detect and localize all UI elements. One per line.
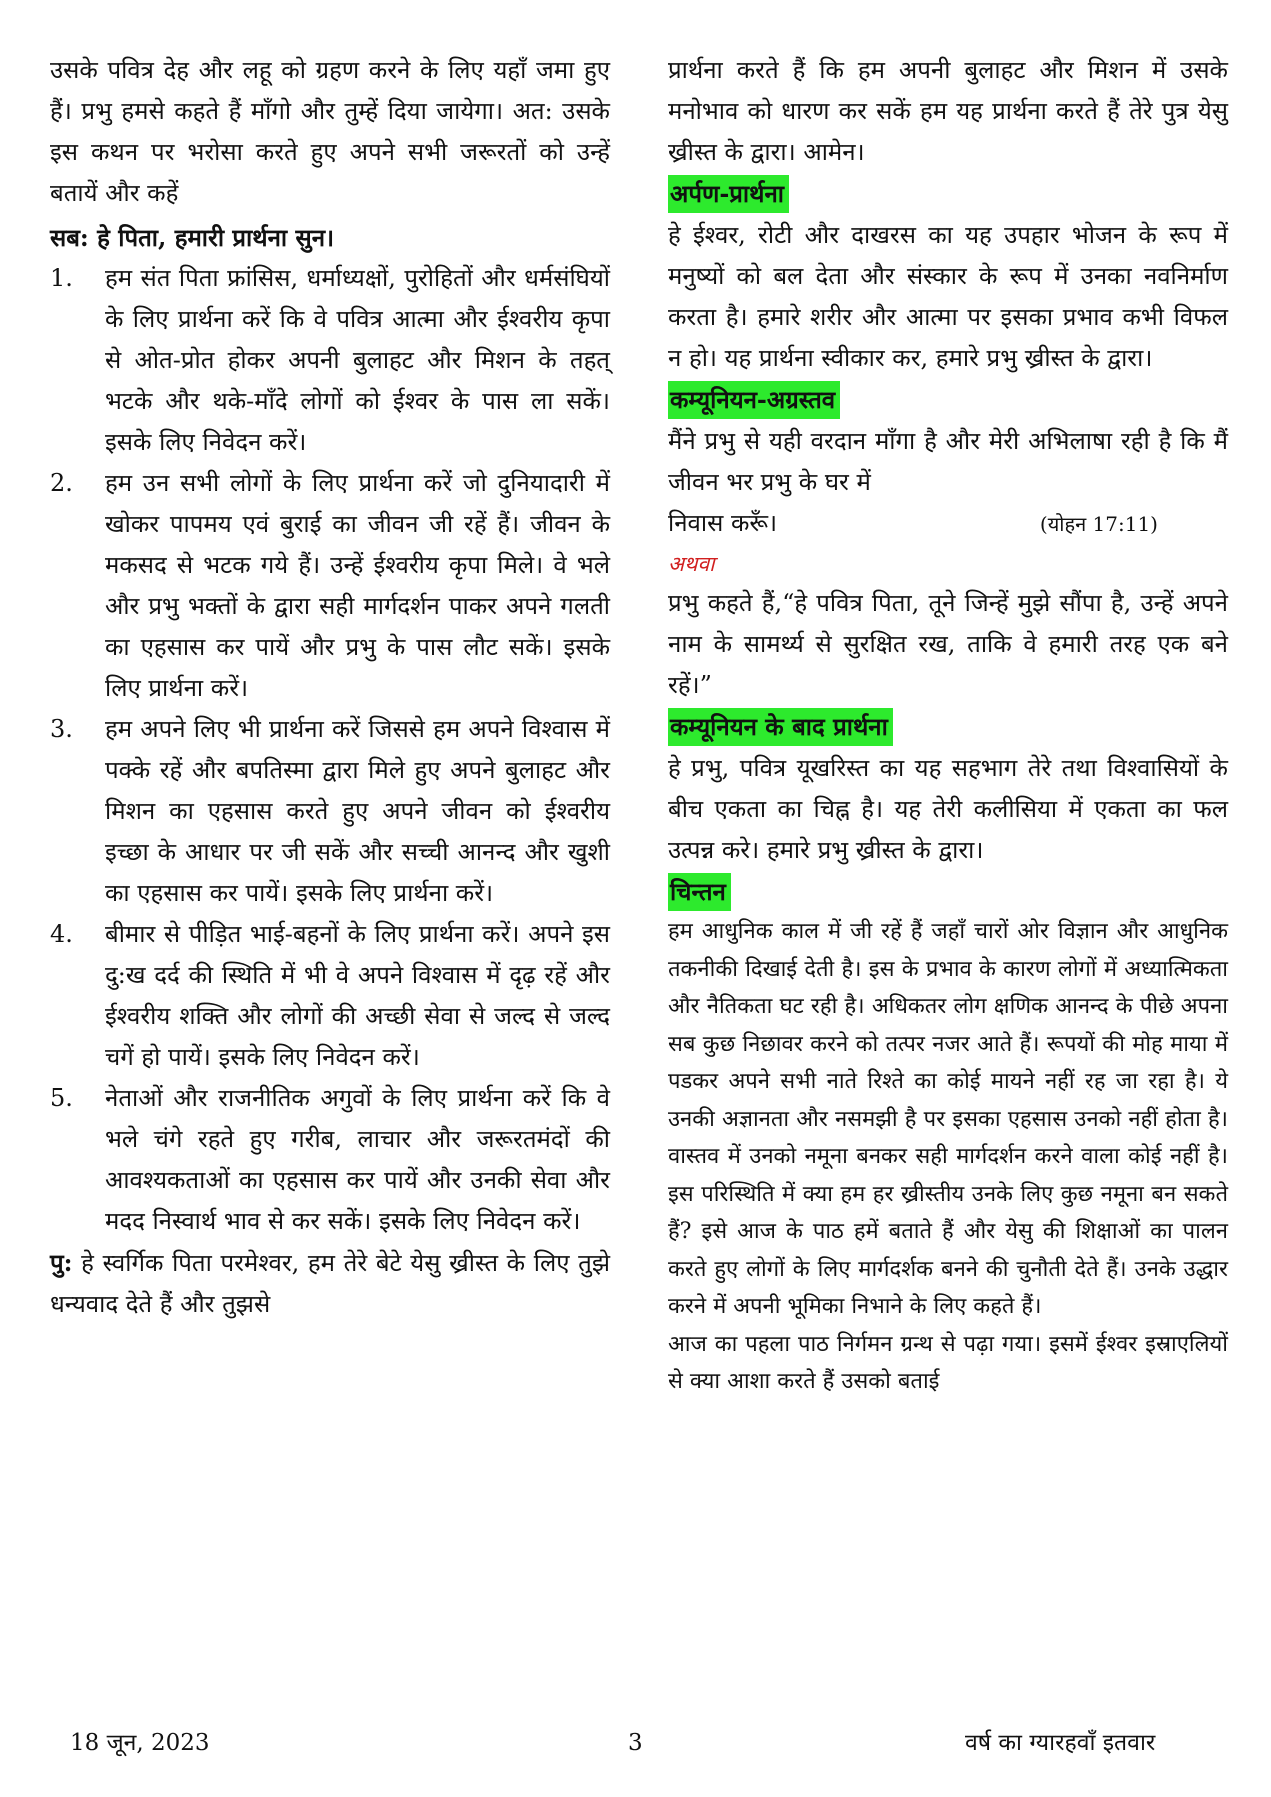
reflection-paragraph: हम आधुनिक काल में जी रहें हैं जहाँ चारों ओर विज्ञान और आधुनिक तकनीकी दिखाई देती है। इस के प्रभाव के कारण लोगों में अध्यात्मिकता और नैतिकता घट रही है। अधिकतर लोग क्षणिक आनन्द के पीछे अपना सब कुछ निछावर करने को तत्पर नजर आते हैं। रूपयों की मोह माया में पडकर अपने सभी नाते रिश्ते का कोई मायने नहीं रह जा रहा है। ये उनकी अज्ञानता और नसमझी है पर इसका एहसास उनको नहीं होता है। वास्तव में उनको नमूना बनकर सही मार्गदर्शन करने वाला कोई नहीं है। इस परिस्थिति में क्या हम हर ख्रीस्तीय उनके लिए कुछ नमूना बन सकते हैं? इसे आज के पाठ हमें बताते हैं और येसु की शिक्षाओं का पालन करते हुए लोगों के लिए मार्गदर्शक बनने की चुनौती देते हैं। उनके उद्धार करने में अपनी भूमिका निभाने के लिए कहते हैं। [668, 919, 1228, 1319]
congregation-response: सब: हे पिता, हमारी प्रार्थना सुन। [50, 223, 335, 252]
left-column [50, 50, 610, 1325]
intention-number: 4. [50, 920, 73, 948]
intention-number: 2. [50, 469, 73, 497]
communion-text: मैंने प्रभु से यही वरदान माँगा है और मेरी अभिलाषा रही है कि मैं जीवन भर प्रभु के घर में [668, 427, 1228, 496]
post-communion-text: हे प्रभु, पवित्र यूखरिस्त का यह सहभाग तेरे तथा विश्वासियों के बीच एकता का चिह्न है। यह तेरी कलीसिया में एकता का फल उत्पन्न करे। हमारे प्रभु ख्रीस्त के द्वारा। [668, 754, 1228, 864]
priest-prayer [50, 1242, 610, 1325]
priest-prayer-text: हे स्वर्गिक पिता परमेश्वर, हम तेरे बेटे येसु ख्रीस्त के लिए तुझे धन्यवाद देते हैं और तुझसे [50, 1249, 610, 1318]
priest-label: पु: [50, 1248, 73, 1277]
page-number: 3 [628, 1730, 643, 1756]
offertory-text: हे ईश्वर, रोटी और दाखरस का यह उपहार भोजन के रूप में मनुष्यों को बल देता और संस्कार के रूप में उनका नवनिर्माण करता है। हमारे शरीर और आत्मा पर इसका प्रभाव कभी विफल न हो। यह प्रार्थना स्वीकार कर, हमारे प्रभु ख्रीस्त के द्वारा। [668, 221, 1228, 372]
intention-item [50, 258, 610, 463]
prayer-intentions-list [50, 258, 610, 1242]
post-communion-heading: कम्यूनियन के बाद प्रार्थना [668, 708, 893, 746]
footer-date: 18 जून, 2023 [70, 1730, 210, 1756]
intention-item [50, 1078, 610, 1242]
prayer-continuation: प्रार्थना करते हैं कि हम अपनी बुलाहट और मिशन में उसके मनोभाव को धारण कर सकें हम यह प्रार्थना करते हैं तेरे पुत्र येसु ख्रीस्त के द्वारा। आमेन। [668, 56, 1228, 166]
intention-text: नेताओं और राजनीतिक अगुवों के लिए प्रार्थना करें कि वे भले चंगे रहते हुए गरीब, लाचार और जरूरतमंदों की आवश्यकताओं का एहसास कर पायें और उनकी सेवा और मदद निस्वार्थ भाव से कर सकें। इसके लिए निवेदन करें। [105, 1084, 610, 1235]
intention-text: हम उन सभी लोगों के लिए प्रार्थना करें जो दुनियादारी में खोकर पापमय एवं बुराई का जीवन जी रहें हैं। जीवन के मकसद से भटक गये हैं। उन्हें ईश्वरीय कृपा मिले। वे भले और प्रभु भक्तों के द्वारा सही मार्गदर्शन पाकर अपने गलती का एहसास कर पायें और प्रभु के पास लौट सकें। इसके लिए प्रार्थना करें। [105, 469, 610, 702]
offertory-heading: अर्पण-प्रार्थना [668, 175, 789, 213]
reflection-paragraph-2: आज का पहला पाठ निर्गमन ग्रन्थ से पढ़ा गया। इसमें ईश्वर इस्राएलियों से क्या आशा करते हैं उसको बताई [668, 1331, 1228, 1394]
intention-text: हम अपने लिए भी प्रार्थना करें जिससे हम अपने विश्वास में पक्के रहें और बपतिस्मा द्वारा मिले हुए अपने बुलाहट और मिशन का एहसास करते हुए अपने जीवन को ईश्वरीय इच्छा के आधार पर जी सकें और सच्ची आनन्द और खुशी का एहसास कर पायें। इसके लिए प्रार्थना करें। [105, 715, 610, 907]
communion-last-line [668, 503, 1228, 545]
intention-number: 3. [50, 715, 73, 743]
communion-alternative: प्रभु कहते हैं,“हे पवित्र पिता, तूने जिन्हें मुझे सौंपा है, उन्हें अपने नाम के सामर्थ्य से सुरक्षित रख, ताकि वे हमारी तरह एक बने रहें।” [668, 589, 1228, 699]
right-column [668, 50, 1228, 1401]
footer-sunday-title: वर्ष का ग्यारहवाँ इतवार [965, 1730, 1156, 1756]
or-label: अथवा [668, 552, 715, 576]
communion-heading: कम्यूनियन-अग्रस्तव [668, 381, 840, 419]
intention-number: 5. [50, 1084, 73, 1112]
intention-text: बीमार से पीड़ित भाई-बहनों के लिए प्रार्थना करें। अपने इस दु:ख दर्द की स्थिति में भी वे अपने विश्वास में दृढ़ रहें और ईश्वरीय शक्ति और लोगों की अच्छी सेवा से जल्द से जल्द चगें हो पायें। इसके लिए निवेदन करें। [105, 920, 610, 1071]
scripture-reference: (योहन 17:11) [1039, 512, 1158, 536]
communion-text-end: निवास करूँ। [668, 509, 778, 537]
reflection-heading: चिन्तन [668, 873, 731, 911]
intention-item [50, 914, 610, 1078]
intention-item [50, 709, 610, 914]
intention-item [50, 463, 610, 709]
intro-paragraph: उसके पवित्र देह और लहू को ग्रहण करने के लिए यहाँ जमा हुए हैं। प्रभु हमसे कहते हैं माँगो और तुम्हें दिया जायेगा। अत: उसके इस कथन पर भरोसा करते हुए अपने सभी जरूरतों को उन्हें बतायें और कहें [50, 56, 610, 207]
intention-text: हम संत पिता फ्रांसिस, धर्माध्यक्षों, पुरोहितों और धर्मसंघियों के लिए प्रार्थना करें कि वे पवित्र आत्मा और ईश्वरीय कृपा से ओत-प्रोत होकर अपनी बुलाहट और मिशन के तहत् भटके और थके-माँदे लोगों को ईश्वर के पास ला सकें। इसके लिए निवेदन करें। [105, 264, 610, 456]
intention-number: 1. [50, 264, 73, 292]
